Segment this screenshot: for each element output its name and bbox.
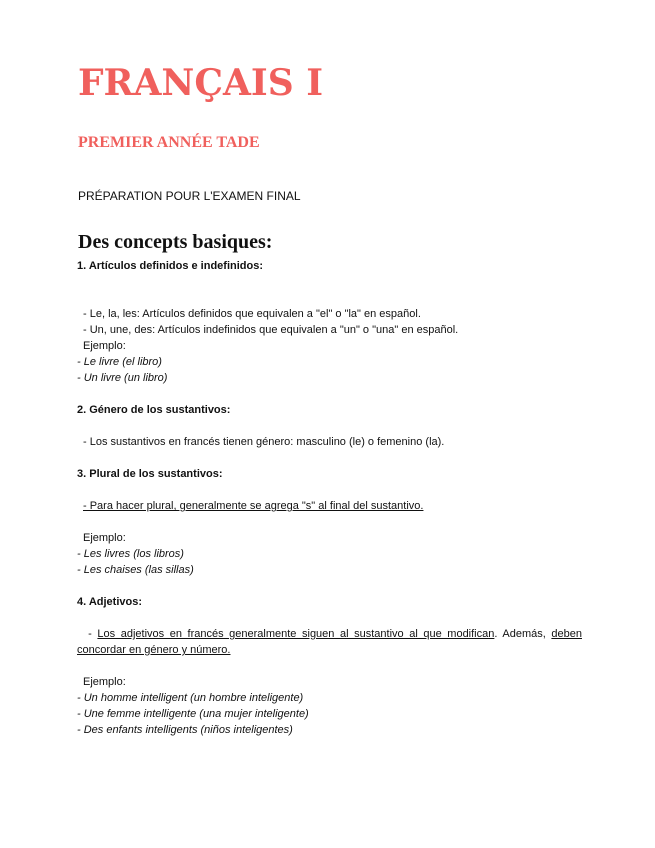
plural-example: - Les chaises (las sillas) (77, 564, 194, 576)
adjectives-example: - Un homme intelligent (un hombre inteligente) (77, 692, 304, 704)
adjectives-example: - Des enfants intelligents (niños inteligentes) (77, 724, 293, 736)
adjectives-example: - Une femme intelligente (una mujer inteligente) (77, 708, 309, 720)
document-subtitle: PREMIER ANNÉE TADE (78, 134, 260, 151)
articles-example: - Le livre (el libro) (77, 356, 162, 368)
articles-line-indefinite: - Un, une, des: Artículos indefinidos que equivalen a "un" o "una" en español. (83, 324, 459, 336)
adjectives-paragraph (77, 626, 582, 658)
section-heading: Des concepts basiques: (78, 231, 273, 253)
plural-line-text: - Para hacer plural, generalmente se agrega "s" al final del sustantivo. (83, 500, 424, 512)
adjectives-prefix: - (88, 628, 98, 640)
articles-example: - Un livre (un libro) (77, 372, 168, 384)
plural-heading: 3. Plural de los sustantivos: (77, 468, 223, 480)
plural-line (77, 498, 582, 514)
plural-example: - Les livres (los libros) (77, 548, 184, 560)
adjectives-heading: 4. Adjetivos: (77, 596, 142, 608)
adjectives-middle: . Además, (494, 628, 552, 640)
document-title: FRANÇAIS I (78, 62, 324, 104)
document-content (77, 258, 582, 738)
articles-example-label: Ejemplo: (83, 340, 126, 352)
plural-example-label: Ejemplo: (83, 532, 126, 544)
adjectives-example-label: Ejemplo: (83, 676, 126, 688)
gender-heading: 2. Género de los sustantivos: (77, 404, 231, 416)
articles-heading: 1. Artículos definidos e indefinidos: (77, 260, 263, 272)
adjectives-rule-1: Los adjetivos en francés generalmente siguen al sustantivo al que modifican (97, 628, 495, 640)
preparation-label: PRÉPARATION POUR L'EXAMEN FINAL (78, 189, 301, 203)
articles-line-definite: - Le, la, les: Artículos definidos que equivalen a "el" o "la" en español. (83, 308, 421, 320)
gender-line: - Los sustantivos en francés tienen género: masculino (le) o femenino (la). (83, 436, 445, 448)
adjectives-rule-2: deben concordar en género y número. (77, 628, 582, 656)
